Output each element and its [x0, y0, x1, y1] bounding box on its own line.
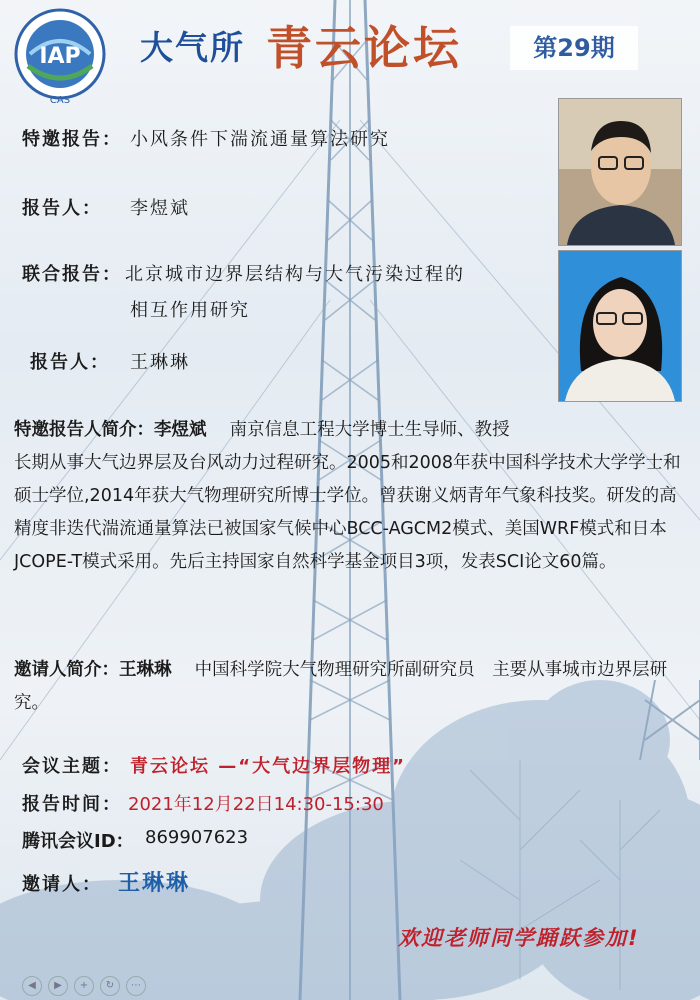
rotate-icon[interactable]: ↻: [100, 976, 120, 996]
talk2-speaker-label: 报告人：: [30, 352, 110, 373]
meeting-time: 2021年12月22日14:30-15:30: [128, 794, 384, 815]
talk1-speaker-label: 报告人：: [22, 198, 102, 219]
welcome-text: 欢迎老师同学踊跃参加!: [398, 926, 640, 950]
meeting-theme: 青云论坛 —“大气边界层物理”: [130, 756, 406, 777]
talk2-title-line1: 北京城市边界层结构与大气污染过程的: [125, 264, 465, 285]
meeting-theme-label: 会议主题：: [22, 756, 122, 777]
meeting-id: 869907623: [145, 827, 249, 848]
talk1-title: 小风条件下湍流通量算法研究: [130, 129, 390, 150]
next-icon[interactable]: ▶: [48, 976, 68, 996]
meeting-id-label: 腾讯会议ID：: [22, 831, 134, 852]
meeting-time-label: 报告时间：: [22, 794, 122, 815]
talk1-speaker: 李煜斌: [130, 198, 190, 219]
bio2-heading: 邀请人简介：王琳琳: [14, 660, 172, 680]
talk1-label: 特邀报告：: [22, 129, 122, 150]
meeting-host: 王琳琳: [118, 871, 191, 896]
zoom-icon[interactable]: +: [74, 976, 94, 996]
talk2-title-line2: 相互作用研究: [130, 300, 250, 321]
logo-globe-icon: [14, 8, 106, 106]
talk2-speaker: 王琳琳: [130, 352, 190, 373]
meeting-host-label: 邀请人：: [22, 874, 102, 895]
portrait-male: [558, 98, 682, 246]
bio1-heading: 特邀报告人简介：李煜斌: [14, 420, 207, 440]
bio1-affiliation: 南京信息工程大学博士生导师、教授: [229, 420, 510, 440]
more-icon[interactable]: ⋯: [126, 976, 146, 996]
issue-badge: 第29期: [510, 26, 638, 70]
logo-sub: CAS: [49, 95, 71, 106]
bio2-block: [14, 654, 686, 720]
logo-text: IAP: [39, 44, 81, 69]
bio2-text: 中国科学院大气物理研究所副研究员 主要从事城市边界层研究。: [14, 660, 668, 713]
institute-title: 大气所: [140, 28, 245, 67]
bio1-text: 长期从事大气边界层及台风动力过程研究。2005和2008年获中国科学技术大学学士和硕士学位,2014年获大气物理研究所博士学位。曾获谢义炳青年气象科技奖。研发的高精度非迭代湍流通量算法已被国家气候中心BCC-AGCM2模式、美国WRF模式和日本JCOPE-T模式采用。先后主持国家自然科学基金项目3项，发表SCI论文60篇。: [14, 453, 681, 572]
talk2-label: 联合报告：: [22, 264, 122, 285]
viewer-controls: [22, 976, 146, 996]
bio1-block: [14, 414, 686, 579]
prev-icon[interactable]: ◀: [22, 976, 42, 996]
forum-title: 青云论坛: [266, 21, 462, 75]
portrait-female: [558, 250, 682, 402]
